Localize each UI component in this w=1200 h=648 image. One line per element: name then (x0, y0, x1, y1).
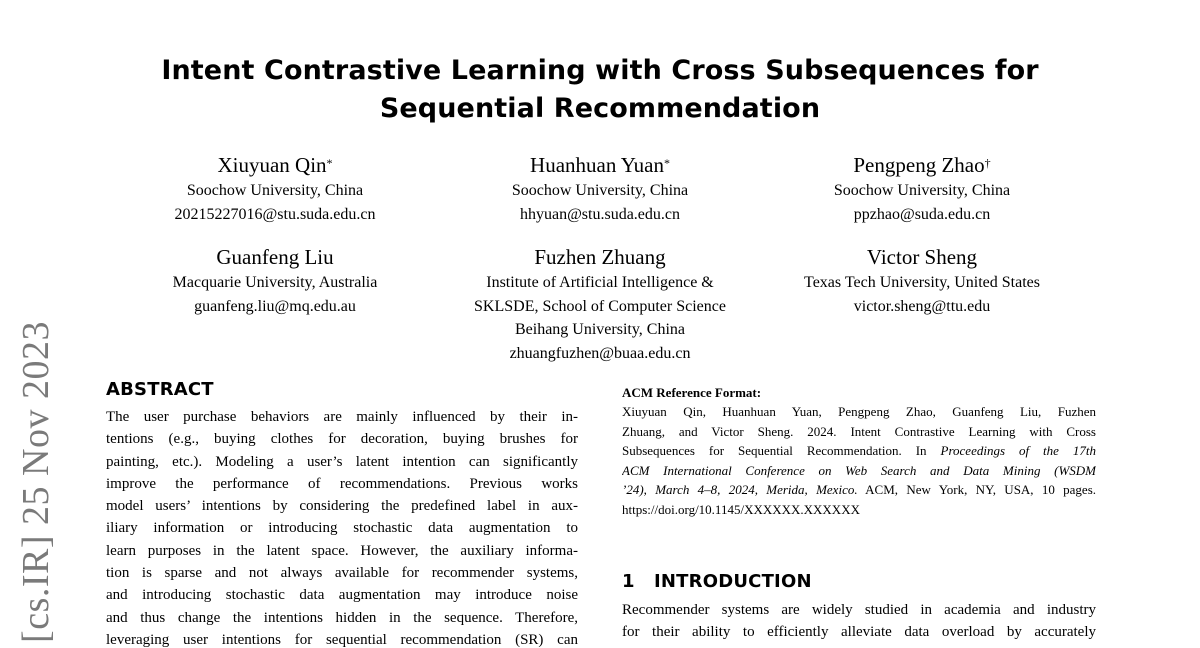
doi-link[interactable]: https://doi.org/10.1145/XXXXXX.XXXXXX (622, 501, 860, 517)
author-mark: * (326, 156, 333, 170)
introduction-line: for their ability to efficiently alleviate data overload by accurately (622, 624, 1096, 641)
introduction-line: Recommender systems are widely studied in academia and industry (622, 602, 1096, 618)
author-block (115, 152, 435, 226)
acm-reference-heading: ACM Reference Format: (622, 385, 762, 400)
arxiv-side-stamp (10, 312, 62, 648)
author-name: Xiuyuan Qin* (217, 153, 333, 177)
author-affiliation: Texas Tech University, United States (804, 274, 1040, 291)
abstract-body (106, 406, 578, 648)
abstract-line: and introducing stochastic data augmentation may introduce noise (106, 587, 578, 604)
acm-reference-body (622, 402, 1096, 520)
author-block (762, 152, 1082, 226)
author-mark: † (984, 156, 991, 170)
author-name: Victor Sheng (866, 245, 978, 269)
author-affiliation: Institute of Artificial Intelligence & (486, 274, 714, 291)
author-email: 20215227016@stu.suda.edu.cn (174, 205, 376, 223)
author-name: Guanfeng Liu (216, 245, 334, 269)
author-email: ppzhao@suda.edu.cn (853, 205, 991, 223)
title-line-2: Sequential Recommendation (379, 93, 821, 124)
abstract-line: tentions (e.g., buying clothes for decoration, buying brushes for (106, 431, 578, 448)
arxiv-stamp-text: [cs.IR] 25 Nov 2023 (15, 321, 57, 643)
author-name: Fuzhen Zhuang (534, 245, 666, 269)
author-mark: * (663, 156, 670, 170)
introduction-body (622, 599, 1096, 644)
abstract-line: improve the performance of recommendations. Previous works (106, 475, 578, 492)
abstract-line: iliary information or introducing stochastic data augmentation to (106, 520, 578, 537)
paper-title (106, 52, 1094, 128)
abstract-line: learn purposes in the latent space. However, the auxiliary informa- (106, 542, 578, 559)
author-email: zhuangfuzhen@buaa.edu.cn (509, 344, 691, 362)
abstract-line: model users’ intentions by considering the predefined label in aux- (106, 498, 578, 515)
author-affiliation: Soochow University, China (511, 182, 689, 199)
author-name: Pengpeng Zhao† (853, 153, 991, 177)
acm-reference-line: Zhuang, and Victor Sheng. 2024. Intent Contrastive Learning with Cross (622, 423, 1096, 439)
author-affiliation: SKLSDE, School of Computer Science (474, 297, 726, 315)
acm-reference-line: ’24), March 4–8, 2024, Merida, Mexico. ACM, New York, NY, USA, 10 pages. (622, 482, 1096, 498)
section-number: 1 (622, 571, 635, 592)
author-affiliation: Soochow University, China (186, 182, 364, 199)
author-email: victor.sheng@ttu.edu (853, 297, 991, 315)
author-affiliation: Macquarie University, Australia (172, 274, 378, 291)
author-block (440, 152, 760, 226)
acm-reference-line: ACM International Conference on Web Search and Data Mining (WSDM (622, 462, 1096, 478)
author-email: guanfeng.liu@mq.edu.au (194, 297, 356, 315)
author-name: Huanhuan Yuan* (530, 153, 670, 177)
author-affiliation: Soochow University, China (833, 182, 1011, 199)
author-block (762, 244, 1082, 318)
abstract-line: tion is sparse and not always available for recommender systems, (106, 565, 578, 582)
author-affiliation: Beihang University, China (514, 321, 686, 338)
acm-reference-line: Subsequences for Sequential Recommendation. In Proceedings of the 17th (622, 443, 1096, 459)
author-block (440, 244, 760, 365)
abstract-line: The user purchase behaviors are mainly influenced by their in- (106, 409, 578, 425)
introduction-heading: 1 INTRODUCTION (622, 571, 812, 592)
title-line-1: Intent Contrastive Learning with Cross Subsequences for (161, 55, 1039, 86)
abstract-heading: ABSTRACT (106, 379, 214, 400)
acm-reference-line: Xiuyuan Qin, Huanhuan Yuan, Pengpeng Zhao, Guanfeng Liu, Fuzhen (622, 404, 1096, 419)
abstract-line: painting, etc.). Modeling a user’s latent intention can significantly (106, 453, 578, 470)
author-email: hhyuan@stu.suda.edu.cn (519, 205, 681, 223)
abstract-line: leveraging user intentions for sequential recommendation (SR) can (106, 631, 578, 648)
abstract-line: and thus change the intentions hidden in the sequence. Therefore, (106, 609, 578, 626)
author-block (115, 244, 435, 318)
